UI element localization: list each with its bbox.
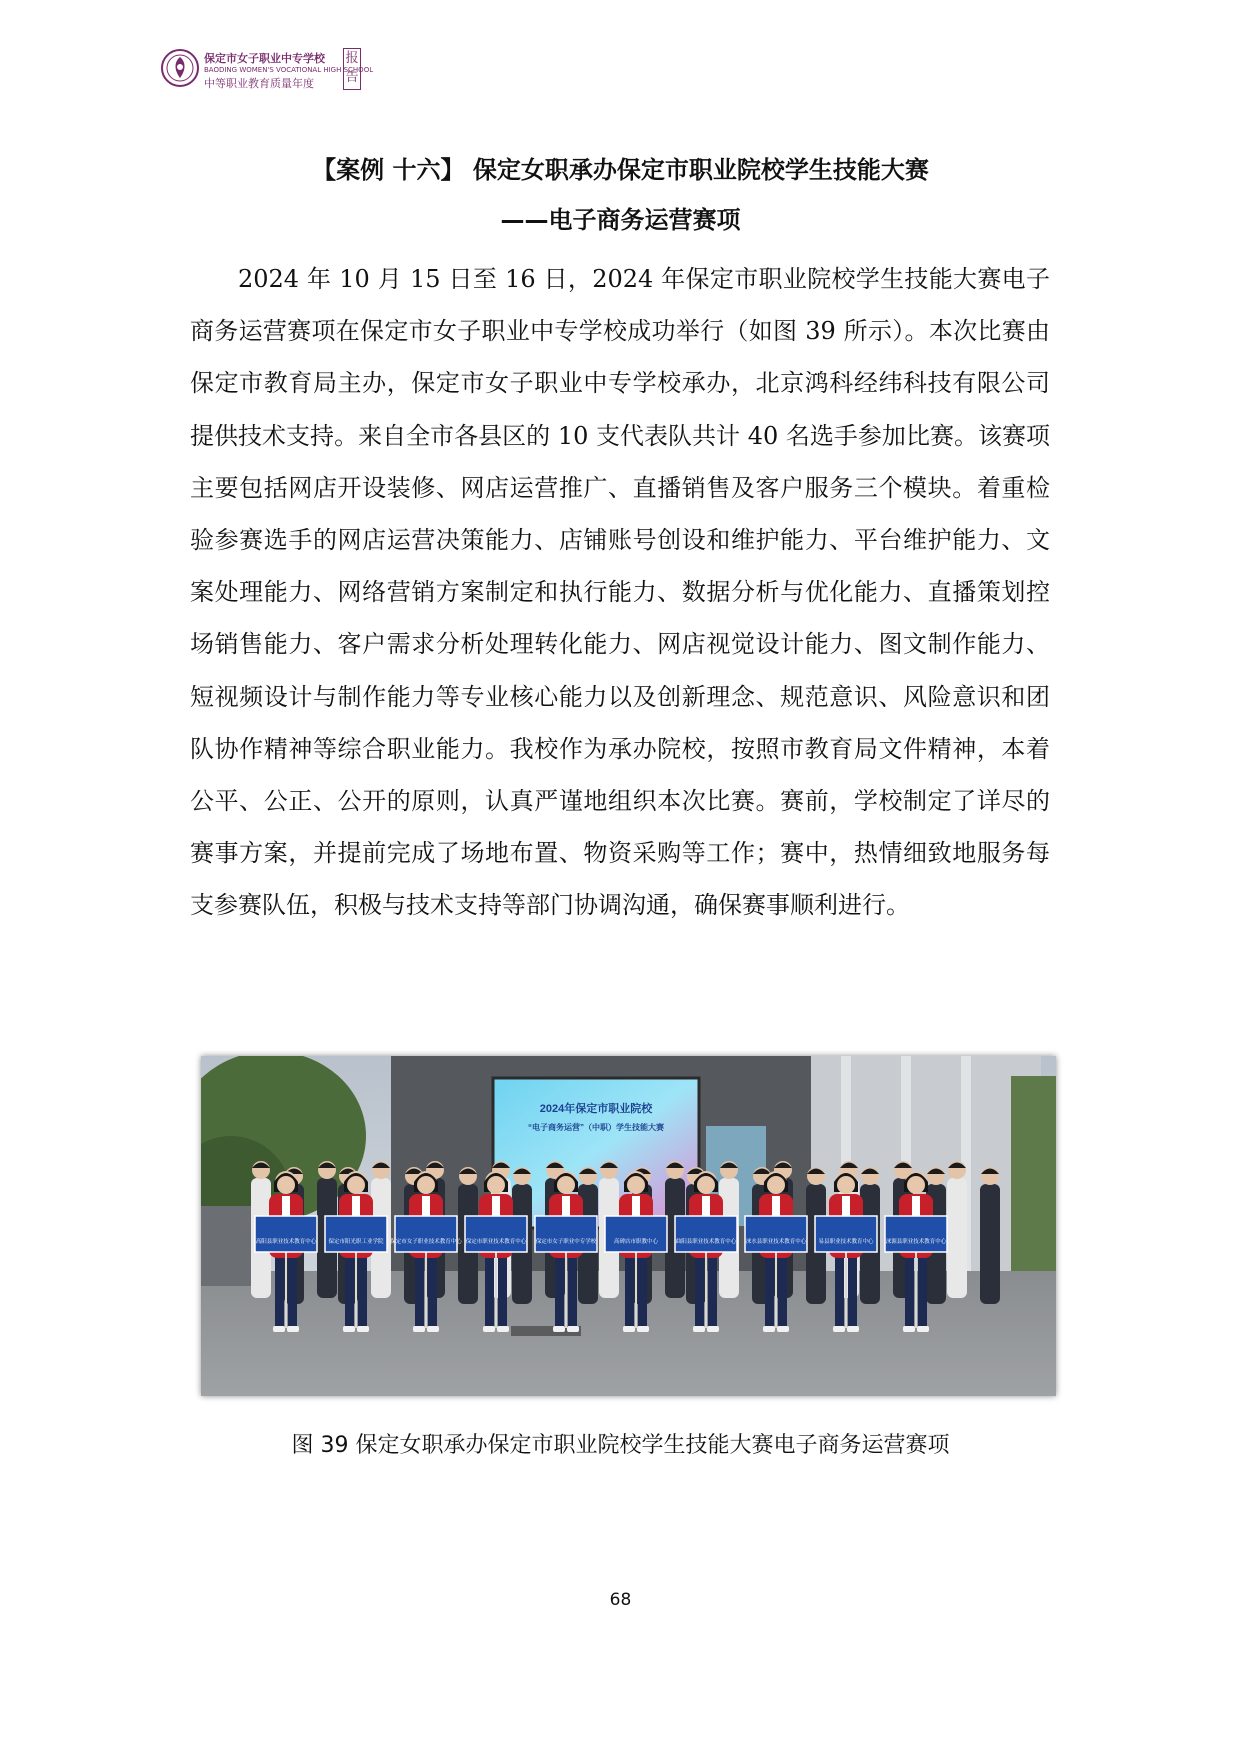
team-sign-label: 保定市女子职业技术教育中心	[390, 1239, 462, 1245]
team-sign-label: 曲阳县职业技术教育中心	[675, 1239, 737, 1245]
team-sign-label: 保定市女子职业中专学校	[535, 1239, 597, 1245]
page-number: 68	[609, 1590, 632, 1610]
figure-caption: 图 39 保定女职承办保定市职业院校学生技能大赛电子商务运营赛项	[291, 1433, 950, 1458]
body-paragraph: 2024 年 10 月 15 日至 16 日，2024 年保定市职业院校学生技能大赛电子商务运营赛项在保定市女子职业中专学校成功举行（如图 39 所示）。本次比赛由保定市教育局主办，保定市女子职业中专学校承办，北京鸿科经纬科技有限公司提供技术支持。来自全市各县区的 10 支代表队共计 40 名选手参加比赛。该赛项主要包括网店开设装修、网店运营推广、直播销售及客户服务三个模块。着重检验参赛选手的网店运营决策能力、店铺账号创设和维护能力、平台维护能力、文案处理能力、网络营销方案制定和执行能力、数据分析与优化能力、直播策划控场销售能力、客户需求分析处理转化能力、网店视觉设计能力、图文制作能力、短视频设计与制作能力等专业核心能力以及创新理念、规范意识、风险意识和团队协作精神等综合职业能力。我校作为承办院校，按照市教育局文件精神，本着公平、公正、公开的原则，认真严谨地组织本次比赛。赛前，学校制定了详尽的赛事方案，并提前完成了场地布置、物资采购等工作；赛中，热情细致地服务每支参赛队伍，积极与技术支持等部门协调沟通，确保赛事顺利进行。	[190, 265, 1050, 920]
school-logo-icon	[160, 48, 200, 88]
background-person	[947, 1161, 967, 1298]
team-sign-label: 高碑店市职教中心	[613, 1239, 659, 1245]
report-header	[160, 48, 374, 92]
screen-title: 2024年保定市职业院校	[539, 1103, 653, 1115]
case-title: 【案例 十六】 保定女职承办保定市职业院校学生技能大赛	[312, 156, 929, 184]
screen-subtitle: “电子商务运营”（中职）学生技能大赛	[528, 1123, 664, 1132]
report-badge: 报告	[343, 48, 361, 90]
team-sign-label: 易县职业技术教育中心	[818, 1239, 874, 1245]
team-sign-label: 高阳县职业技术教育中心	[255, 1239, 317, 1245]
report-subtitle: 中等职业教育质量年度	[204, 77, 314, 90]
team-sign-label: 涞源县职业技术教育中心	[885, 1239, 947, 1245]
team-sign-label: 保定市阳光职工业学院	[328, 1239, 384, 1245]
event-photo	[201, 1056, 1056, 1396]
case-subtitle: ——电子商务运营赛项	[500, 206, 741, 234]
background-person	[980, 1167, 1000, 1304]
team-sign-label: 保定市职业技术教育中心	[465, 1239, 527, 1245]
school-name-en: BAODING WOMEN'S VOCATIONAL HIGH SCHOOL	[204, 66, 374, 74]
team-sign-label: 涞水县职业技术教育中心	[745, 1239, 807, 1245]
school-name: 保定市女子职业中专学校	[204, 52, 325, 65]
